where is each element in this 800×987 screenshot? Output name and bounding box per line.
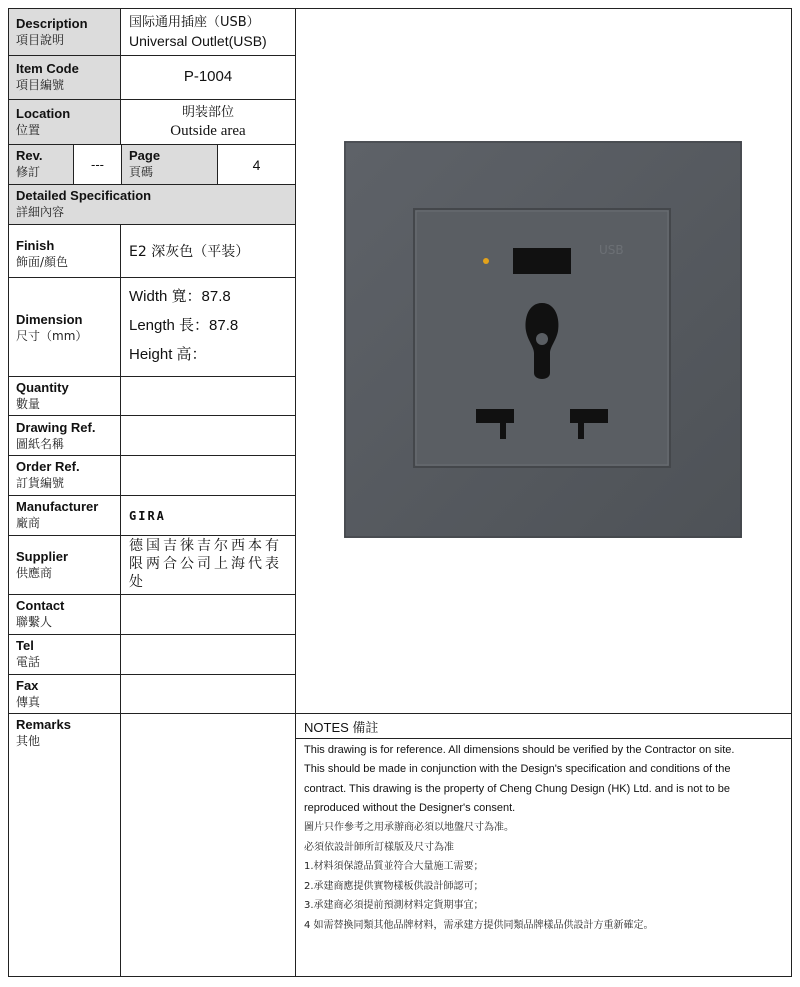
product-image	[344, 141, 742, 538]
notes-header: NOTES 備註	[304, 720, 379, 735]
drawing-ref-label: Drawing Ref. 圖紙名稱	[16, 420, 96, 451]
quantity-label: Quantity 數量	[16, 380, 69, 411]
fax-label: Fax 傳真	[16, 678, 41, 709]
dimension-width: Width 寬：87.8	[129, 288, 231, 305]
notes-zh-line: 1.材料須保證品質並符合大量施工需要；	[304, 861, 484, 873]
supplier-label: Supplier 供應商	[16, 549, 69, 580]
location-label: Location 位置	[16, 106, 71, 137]
description-value: 国际通用插座（USB） Universal Outlet(USB)	[129, 15, 267, 49]
dimension-label: Dimension 尺寸（mm）	[16, 312, 88, 343]
order-ref-label: Order Ref. 訂貨編號	[16, 459, 80, 490]
finish-value: E2 深灰色（平装）	[129, 244, 250, 260]
remarks-label: Remarks 其他	[16, 717, 71, 748]
notes-en-line: This drawing is for reference. All dimensions should be verified by the Contractor on site.	[304, 744, 735, 756]
notes-en-line: reproduced without the Designer's consent.	[304, 801, 516, 814]
page-value: 4	[252, 157, 261, 173]
detailed-spec-label: Detailed Specification 詳細內容	[16, 188, 152, 219]
dimension-values	[129, 282, 238, 369]
notes-en-line: This should be made in conjunction with the Design's specification and conditions of the	[304, 763, 731, 776]
location-value: 明装部位 Outside area	[170, 105, 246, 139]
contact-label: Contact 聯繫人	[16, 598, 65, 629]
item-code-label: Item Code 項目編號	[16, 61, 79, 92]
notes-en-line: contract. This drawing is the property of Cheng Chung Design (HK) Ltd. and is not to be	[304, 782, 730, 795]
notes-zh-line: 必須依設計師所訂樣版及尺寸為准	[304, 841, 454, 853]
notes-zh-line: 4 如需替換同類其他品牌材料，需承建方提供同類品牌樣品供設計方重新確定。	[304, 919, 654, 931]
manufacturer-value: GIRA	[129, 509, 166, 523]
notes-body	[304, 741, 786, 935]
tel-label: Tel 電話	[16, 638, 41, 669]
notes-zh-line: 2.承建商應提供實物樣板供設計師認可；	[304, 880, 484, 892]
rev-value: ---	[91, 157, 104, 172]
supplier-value: 德国吉徕吉尔西本有限两合公司上海代表处	[129, 538, 282, 590]
item-code-value: P-1004	[183, 68, 233, 85]
notes-zh-line: 3.承建商必須提前預測材料定貨期事宜；	[304, 900, 484, 912]
rev-label: Rev. 修訂	[16, 148, 43, 179]
manufacturer-label: Manufacturer 廠商	[16, 499, 99, 530]
universal-outlet-icon	[344, 141, 742, 538]
svg-text:USB: USB	[599, 243, 624, 257]
finish-label: Finish 飾面/顏色	[16, 238, 69, 269]
page-label: Page 頁碼	[129, 148, 161, 179]
dimension-length: Length 長：87.8	[129, 317, 239, 334]
description-label: Description 項目說明	[16, 16, 88, 47]
dimension-height: Height 高：	[129, 346, 207, 363]
notes-zh-line: 圖片只作參考之用承辦商必須以地盤尺寸為准。	[304, 822, 514, 834]
